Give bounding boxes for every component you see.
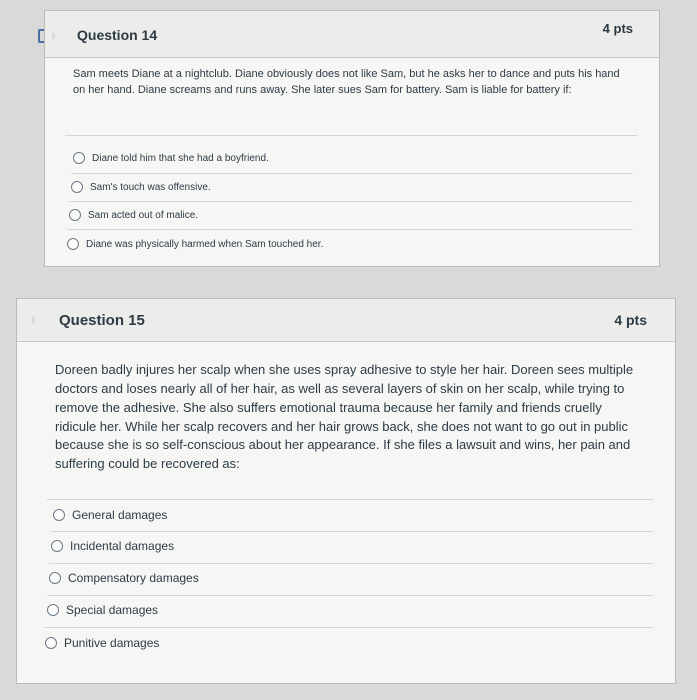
- answer-label: Sam's touch was offensive.: [90, 181, 211, 193]
- question-15-answer-1[interactable]: [53, 501, 653, 529]
- answer-label: Compensatory damages: [68, 571, 199, 585]
- radio-button[interactable]: [45, 637, 57, 649]
- question-15-answer-2[interactable]: [51, 531, 653, 560]
- radio-button[interactable]: [53, 509, 65, 521]
- question-14-divider: [65, 135, 637, 136]
- answer-label: General damages: [72, 508, 168, 522]
- answer-label: Diane was physically harmed when Sam touched her.: [86, 238, 324, 250]
- question-15-answer-3[interactable]: [49, 563, 653, 592]
- question-15-divider: [47, 499, 653, 500]
- answer-label: Diane told him that she had a boyfriend.: [92, 152, 269, 164]
- answer-label: Incidental damages: [70, 539, 175, 553]
- question-14-answer-2[interactable]: [71, 173, 633, 200]
- question-14-title: Question 14: [77, 27, 158, 43]
- question-15-title: Question 15: [59, 312, 145, 329]
- radio-button[interactable]: [49, 572, 61, 584]
- answer-label: Special damages: [66, 603, 159, 617]
- radio-button[interactable]: [51, 540, 63, 552]
- radio-button[interactable]: [47, 604, 59, 616]
- question-14-text: Sam meets Diane at a nightclub. Diane obviously does not like Sam, but he asks her to dance and puts his hand on her hand. Diane screams and runs away. She later sues Sam for battery. Sam is liable for battery if:: [73, 68, 620, 96]
- answer-label: Punitive damages: [64, 636, 160, 650]
- question-14-answer-4[interactable]: [67, 229, 633, 258]
- question-14-card: [44, 10, 660, 267]
- question-14-points: 4 pts: [602, 21, 633, 36]
- radio-button[interactable]: [67, 238, 79, 250]
- radio-button[interactable]: [69, 209, 81, 221]
- question-14-answer-3[interactable]: [69, 201, 633, 228]
- radio-button[interactable]: [71, 181, 83, 193]
- question-15-header: [17, 299, 675, 342]
- question-15-card: [16, 298, 676, 684]
- question-15-answer-4[interactable]: [47, 595, 653, 624]
- question-14-header: [45, 11, 659, 58]
- question-15-answer-5[interactable]: [45, 627, 653, 658]
- question-15-points: 4 pts: [614, 312, 647, 328]
- question-15-text: Doreen badly injures her scalp when she uses spray adhesive to style her hair. Doreen sees multiple doctors and loses nearly all of her hair, as well as several layers of skin on her scalp, while trying to remove the adhesive. She also suffers emotional trauma because her family and friends cruelly ridicule her. While her scalp recovers and her hair grows back, she does not want to go out in public because she is so self-conscious about her appearance. If she files a lawsuit and wins, her pain and suffering could be recovered as:: [55, 362, 634, 472]
- answer-label: Sam acted out of malice.: [88, 209, 199, 221]
- question-14-answer-1[interactable]: [73, 145, 633, 171]
- radio-button[interactable]: [73, 152, 85, 164]
